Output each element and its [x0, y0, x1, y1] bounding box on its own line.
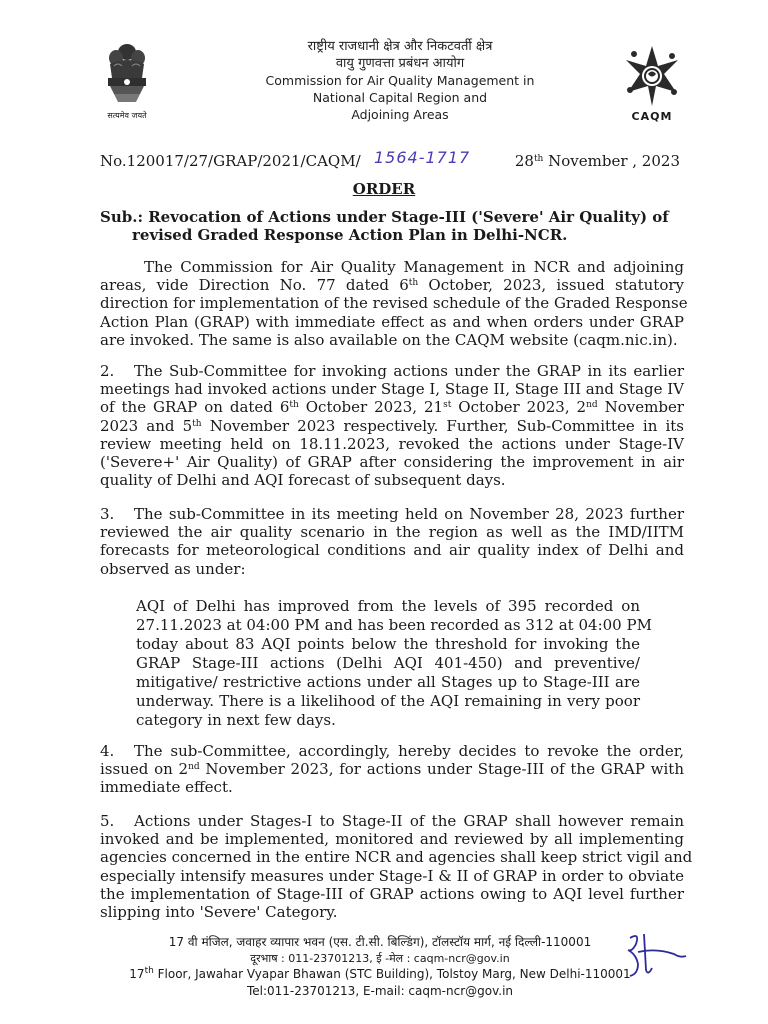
lion-capital-icon	[96, 38, 158, 108]
national-emblem	[96, 38, 158, 122]
letterhead	[220, 38, 580, 123]
caqm-logo	[620, 44, 684, 126]
reference-number: No.120017/27/GRAP/2021/CAQM/	[100, 152, 361, 170]
footer-english-contact: Tel:011-23701213, E-mail: caqm-ncr@gov.in	[246, 984, 514, 998]
caqm-logo-label: CAQM	[631, 110, 673, 123]
paragraph-1: The Commission for Air Quality Management in NCR and adjoining areas, vide Direction No. 77 dated 6th October, 2023, issued statutory direction for implementation of the revised schedule of the Graded Response Action Plan (GRAP) with immediate effect as and when orders under GRAP are invoked. The same is also available on the CAQM website (caqm.nic.in).	[100, 258, 688, 349]
page-title: ORDER	[352, 180, 416, 198]
paragraph-4: 4. The sub-Committee, accordingly, hereby decides to revoke the order, issued on 2nd November 2023, for actions under Stage-III of the GRAP with immediate effect.	[100, 742, 685, 797]
order-date: 28th November , 2023	[514, 152, 680, 170]
footer-hindi-contact: दूरभाष : 011-23701213, ई -मेल : caqm-ncr@gov.in	[250, 952, 510, 965]
aqi-observation-block: AQI of Delhi has improved from the levels of 395 recorded on 27.11.2023 at 04:00 PM and has been recorded as 312 at 04:00 PM today about 83 AQI points below the threshold for invoking the GRAP Stage-III actions (Delhi AQI 401-450) and preventive/ mitigative/ restrictive actions under all Stages up to Stage-III are underway. There is a likelihood of the AQI remaining in very poor category in next few days.	[136, 597, 652, 729]
reference-line	[100, 148, 680, 172]
emblem-caption: सत्यमेव जयते	[107, 111, 147, 120]
footer-address	[120, 934, 640, 1000]
handwritten-reference: 1564-1717	[374, 148, 471, 167]
header-hindi-line2: वायु गुणवत्ता प्रबंधन आयोग	[335, 56, 465, 71]
paragraph-3: 3. The sub-Committee in its meeting held on November 28, 2023 further reviewed the air quality scenario in the region as well as the IMD/IITM forecasts for meteorological conditions and air quality index of Delhi and observed as under:	[100, 505, 684, 578]
header-english-line1: Commission for Air Quality Management in	[265, 73, 535, 88]
paragraph-5: 5. Actions under Stages-I to Stage-II of the GRAP shall however remain invoked and be implemented, monitored and reviewed by all implementing agencies concerned in the entire NCR and agencies shall keep strict vigil and especially intensify measures under Stage-I & II of GRAP in order to obviate the implementation of Stage-III of GRAP actions owing to AQI level further slipping into 'Severe' Category.	[100, 812, 693, 922]
header-english-line2: National Capital Region and	[312, 90, 488, 105]
caqm-star-icon	[620, 44, 684, 110]
paragraph-2: 2. The Sub-Committee for invoking actions under the GRAP in its earlier meetings had invoked actions under Stage I, Stage II, Stage III and Stage IV of the GRAP on dated 6th October 2023, 21st October 2023, 2nd November 2023 and 5th November 2023 respectively. Further, Sub-Committee in its review meeting held on 18.11.2023, revoked the actions under Stage-IV ('Severe+' Air Quality) of GRAP after considering the improvement in air quality of Delhi and AQI forecast of subsequent days.	[100, 362, 685, 490]
footer-hindi-address: 17 वी मंजिल, जवाहर व्यापार भवन (एस. टी.सी. बिल्डिंग), टॉलस्टॉय मार्ग, नई दिल्ली-110001	[168, 935, 592, 949]
signature-icon	[622, 930, 692, 984]
subject: Sub.: Revocation of Actions under Stage-III ('Severe' Air Quality) of revised Graded Response Action Plan in Delhi-NCR.	[100, 208, 669, 244]
footer-english-address: 17th Floor, Jawahar Vyapar Bhawan (STC Building), Tolstoy Marg, New Delhi-110001	[129, 966, 631, 981]
header-hindi-line1: राष्ट्रीय राजधानी क्षेत्र और निकटवर्ती क्षेत्र	[307, 39, 493, 54]
signature	[622, 930, 692, 984]
header-english-line3: Adjoining Areas	[351, 107, 449, 122]
